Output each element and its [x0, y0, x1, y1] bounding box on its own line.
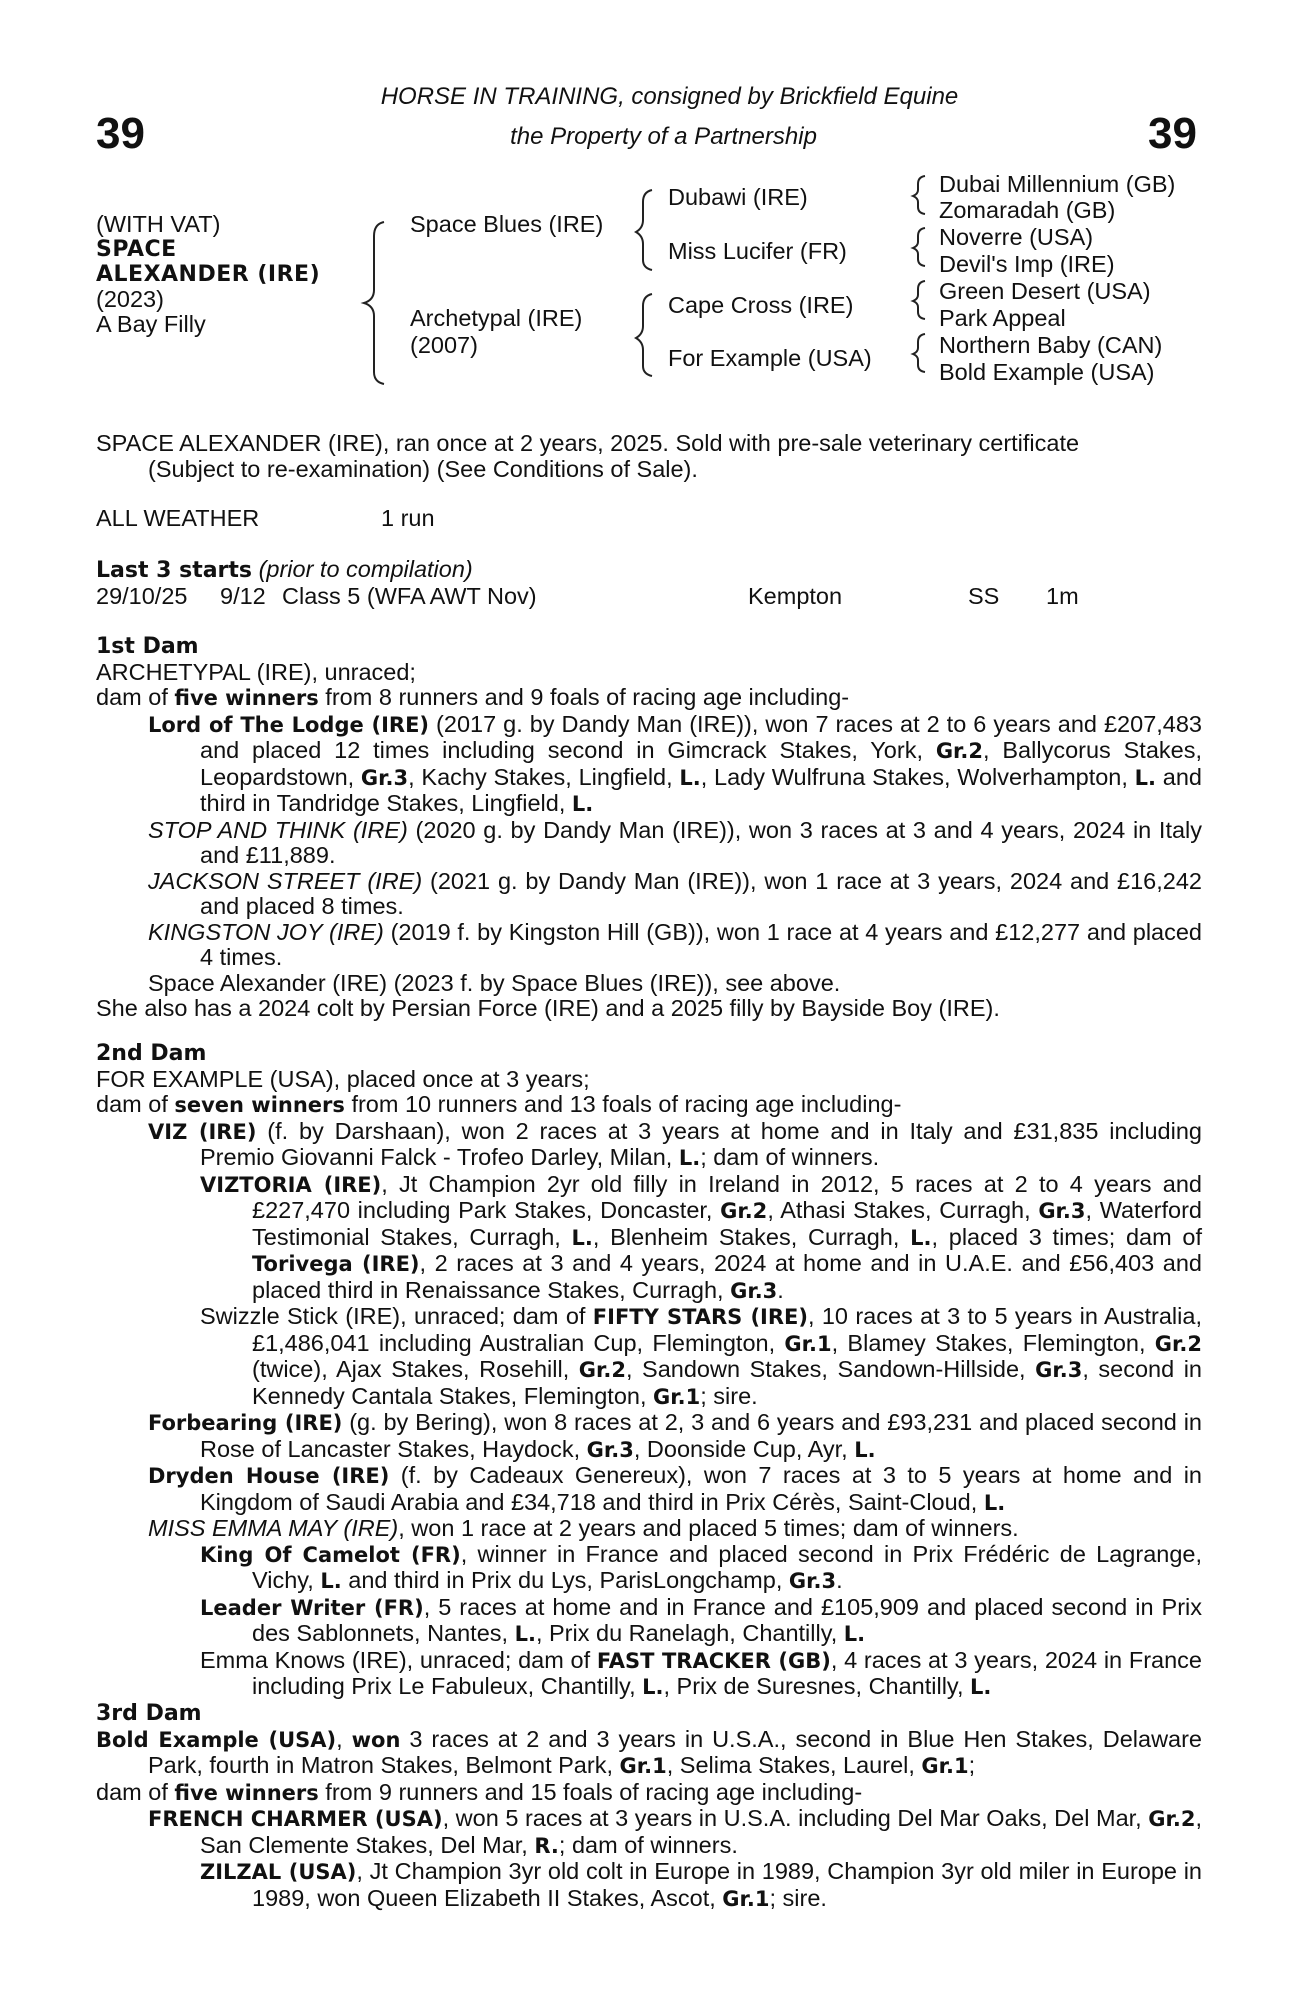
text: dam of [96, 684, 175, 710]
text: and third in Prix du Lys, ParisLongchamp, [341, 1567, 789, 1593]
dam-name: Bold Example (USA) [96, 1727, 337, 1752]
text: , Blenheim Stakes, Curragh, [592, 1223, 911, 1250]
second-dam-heading: 2nd Dam [96, 1041, 207, 1066]
ggp-8: Bold Example (USA) [939, 359, 1155, 385]
text: ; dam of winners. [558, 1831, 738, 1858]
grade: L. [843, 1622, 866, 1646]
winners-count: seven winners [174, 1093, 345, 1117]
grade: L. [571, 1225, 593, 1250]
text: from 9 runners and 15 foals of racing age including- [318, 1778, 863, 1805]
text: , Sandown Stakes, Sandown-Hillside, [625, 1356, 1036, 1382]
ggp-1: Dubai Millennium (GB) [939, 171, 1176, 197]
text: , won 5 races at 3 years in U.S.A. including Del Mar Oaks, Del Mar, [442, 1805, 1149, 1831]
winners-count: five winners [174, 1780, 319, 1805]
ggp-3: Noverre (USA) [939, 224, 1094, 250]
surface-label: ALL WEATHER [96, 505, 260, 531]
text: ; sire. [769, 1884, 827, 1911]
grade: Gr.1 [784, 1331, 832, 1356]
text: dam of [96, 1778, 175, 1805]
grade: L. [854, 1437, 876, 1462]
grade: R. [534, 1833, 559, 1858]
text: (2017 g. by Dandy Man (IRE)), won 7 races at 2 to 6 years and £207,483 and placed 12 times including second in Gimcrack Stakes, York, [200, 710, 1203, 763]
last-starts-title: Last 3 starts [96, 558, 253, 583]
text: , San Clemente Stakes, Del Mar, [200, 1805, 1202, 1858]
text: , won 1 race at 2 years and placed 5 times; dam of winners. [398, 1515, 1019, 1541]
text: (f. by Darshaan), won 2 races at 3 years at home and in Italy and £31,835 including Premio Giovanni Falck - Trofeo Darley, Milan, [200, 1117, 1202, 1170]
produce-name: FAST TRACKER (GB) [596, 1648, 831, 1673]
third-dam-section [96, 1701, 1202, 1912]
dam-year: (2007) [410, 332, 478, 358]
ggp-5: Green Desert (USA) [939, 278, 1151, 304]
text: ; [968, 1752, 976, 1778]
produce-entry [148, 1463, 1202, 1516]
grand-produce-entry [200, 1172, 1202, 1305]
grade: L. [642, 1675, 664, 1699]
text: and third in Tandridge Stakes, Lingfield, [200, 763, 1202, 816]
produce-name: Leader Writer (FR) [200, 1595, 424, 1620]
produce-entry [148, 712, 1202, 818]
text: , 10 races at 3 to 5 years in Australia, £1,486,041 including Australian Cup, Flemington, [252, 1303, 1202, 1356]
text: . [777, 1276, 784, 1303]
text: (2021 g. by Dandy Man (IRE)), won 1 race at 3 years, 2024 and £16,242 and placed 8 times. [200, 867, 1202, 919]
grade: L. [910, 1225, 932, 1250]
produce-name: FRENCH CHARMER (USA) [148, 1807, 443, 1831]
brace-ggp-4 [913, 334, 925, 372]
text: dam of [96, 1091, 175, 1117]
text: , Jt Champion 3yr old colt in Europe in 1989, Champion 3yr old miler in Europe in 1989, won Queen Elizabeth II Stakes, Ascot, [252, 1858, 1203, 1911]
ggp-4: Devil's Imp (IRE) [939, 251, 1115, 277]
grade: L. [571, 792, 594, 816]
grade: Gr.1 [722, 1886, 770, 1911]
produce-entry [148, 1119, 1202, 1172]
produce-name: ZILZAL (USA) [200, 1860, 357, 1884]
brace-ggp-3 [913, 281, 925, 319]
text: , winner in France and placed second in Prix Frédéric de Lagrange, Vichy, [252, 1540, 1202, 1593]
sire-sire: Dubawi (IRE) [668, 184, 808, 210]
grade: L. [983, 1490, 1006, 1515]
produce-entry [148, 818, 1202, 869]
horse-name-line2: ALEXANDER (IRE) [96, 262, 321, 287]
grand-produce-entry [200, 1595, 1202, 1648]
grade: Gr.3 [1038, 1199, 1086, 1223]
text: , Blamey Stakes, Flemington, [831, 1329, 1155, 1356]
dam: Archetypal (IRE) [410, 305, 583, 331]
brace-main [364, 222, 384, 384]
start-going: SS [968, 582, 1000, 609]
grade: L. [679, 765, 701, 790]
produce-entry [148, 1806, 1202, 1859]
summary-line1: SPACE ALEXANDER (IRE), ran once at 2 years, 2025. Sold with pre-sale veterinary certificate [96, 430, 1080, 456]
first-dam-footer: She also has a 2024 colt by Persian Force (IRE) and a 2025 filly by Bayside Boy (IRE). [96, 995, 1000, 1021]
grade: L. [320, 1569, 342, 1593]
sire: Space Blues (IRE) [410, 211, 604, 237]
start-row [96, 584, 1202, 610]
second-dam-intro: FOR EXAMPLE (USA), placed once at 3 years; [96, 1065, 590, 1092]
produce-name: Forbearing (IRE) [148, 1411, 343, 1435]
produce-entry [148, 1410, 1202, 1463]
text: , 4 races at 3 years, 2024 in France including Prix Le Fabuleux, Chantilly, [252, 1646, 1202, 1699]
grade: L. [970, 1675, 992, 1699]
grade: Gr.2 [578, 1358, 626, 1382]
text: , Ballycorus Stakes, Leopardstown, [200, 737, 1202, 790]
text: Emma Knows (IRE), unraced; dam of [200, 1646, 597, 1673]
grand-produce-entry [200, 1542, 1202, 1595]
first-dam-section [96, 634, 1202, 1022]
text: (twice), Ajax Stakes, Rosehill, [252, 1356, 579, 1382]
brace-dam [636, 294, 652, 376]
produce-entry: Space Alexander (IRE) (2023 f. by Space Blues (IRE)), see above. [148, 969, 841, 996]
text: , Doonside Cup, Ayr, [633, 1435, 855, 1462]
text: , Athasi Stakes, Curragh, [767, 1197, 1039, 1223]
horse-name-line1: SPACE [96, 237, 177, 262]
horse-year: (2023) [96, 286, 164, 312]
lot-number-left: 39 [96, 109, 145, 158]
summary-line2: (Subject to re-examination) (See Conditions of Sale). [148, 455, 698, 482]
text: (g. by Bering), won 8 races at 2, 3 and 6 years and £93,231 and placed second in Rose of Lancaster Stakes, Haydock, [200, 1409, 1202, 1462]
produce-name: Lord of The Lodge (IRE) [148, 712, 430, 737]
dam-sire: Cape Cross (IRE) [668, 292, 854, 318]
last-starts [96, 557, 1202, 609]
produce-entry [148, 869, 1202, 920]
grade: L. [678, 1146, 701, 1170]
text: (f. by Cadeaux Genereux), won 7 races at 3 to 5 years at home and in Kingdom of Saudi Arabia and £34,718 and third in Prix Cérès, Saint-Cloud, [200, 1462, 1202, 1515]
grade: Gr.3 [788, 1569, 837, 1593]
text: , [336, 1725, 352, 1752]
grade: Gr.3 [1035, 1358, 1083, 1382]
grade: Gr.2 [720, 1199, 768, 1223]
grade: Gr.2 [1148, 1807, 1196, 1831]
produce-name: Dryden House (IRE) [148, 1464, 390, 1488]
produce-name: FIFTY STARS (IRE) [592, 1305, 808, 1329]
brace-ggp-2 [913, 228, 925, 266]
consignor-heading: HORSE IN TRAINING, consigned by Brickfield Equine [380, 83, 959, 110]
produce-entry [148, 920, 1202, 971]
brace-ggp-1 [913, 176, 925, 214]
text: . [836, 1567, 843, 1593]
text: , Jt Champion 2yr old filly in Ireland in 2012, 5 races at 2 to 4 years and £227,470 including Park Stakes, Doncaster, [252, 1170, 1203, 1223]
produce-name: JACKSON STREET (IRE) [148, 867, 423, 894]
produce-entry [148, 1516, 1202, 1542]
grade: L. [514, 1622, 536, 1646]
won-label: won [351, 1727, 401, 1752]
text: ; sire. [700, 1382, 758, 1409]
text: , Kachy Stakes, Lingfield, [408, 763, 680, 790]
grade: Gr.2 [1154, 1331, 1202, 1356]
text: , placed 3 times; dam of [931, 1223, 1202, 1250]
ggp-2: Zomaradah (GB) [939, 197, 1116, 223]
first-dam-intro: ARCHETYPAL (IRE), unraced; [96, 658, 416, 685]
third-dam-intro [96, 1727, 1202, 1780]
produce-name: VIZTORIA (IRE) [200, 1172, 382, 1197]
text: from 8 runners and 9 foals of racing age including- [318, 684, 850, 710]
start-course: Kempton [748, 582, 843, 609]
grand-produce-entry [200, 1859, 1202, 1912]
ggp-6: Park Appeal [939, 305, 1066, 331]
text: ; dam of winners. [700, 1144, 880, 1170]
produce-name: VIZ (IRE) [148, 1119, 257, 1144]
grand-produce-entry [200, 1648, 1202, 1701]
grade: Gr.3 [586, 1437, 634, 1462]
race-summary [96, 431, 1202, 482]
horse-description: A Bay Filly [96, 311, 206, 337]
text: (2020 g. by Dandy Man (IRE)), won 3 races at 3 and 4 years, 2024 in Italy and £11,889. [200, 816, 1203, 868]
start-race: Class 5 (WFA AWT Nov) [282, 582, 537, 609]
first-dam-heading: 1st Dam [96, 634, 199, 659]
sire-dam: Miss Lucifer (FR) [668, 238, 847, 264]
brace-sire [636, 190, 652, 270]
text: 3 races at 2 and 3 years in U.S.A., second in Blue Hen Stakes, Delaware Park, fourth in Matron Stakes, Belmont Park, [148, 1725, 1202, 1778]
grade: Gr.3 [360, 765, 409, 790]
ggp-7: Northern Baby (CAN) [939, 332, 1163, 358]
vat-note: (WITH VAT) [96, 211, 221, 237]
third-dam-heading: 3rd Dam [96, 1701, 202, 1726]
dam-dam: For Example (USA) [668, 345, 872, 371]
grade: Gr.1 [619, 1754, 667, 1778]
produce-name: King Of Camelot (FR) [200, 1542, 461, 1567]
produce-name: MISS EMMA MAY (IRE) [148, 1515, 399, 1541]
grade: L. [1134, 765, 1157, 790]
winners-count: five winners [174, 686, 319, 710]
start-position: 9/12 [220, 582, 266, 609]
grade: Gr.1 [653, 1384, 701, 1409]
start-distance: 1m [1046, 582, 1079, 609]
text: , 5 races at home and in France and £105,909 and placed second in Prix des Sablonnets, Nantes, [252, 1593, 1202, 1646]
text: , second in Kennedy Cantala Stakes, Flemington, [252, 1356, 1202, 1409]
property-heading: the Property of a Partnership [510, 123, 817, 150]
grand-produce-entry [200, 1304, 1202, 1410]
text: Swizzle Stick (IRE), unraced; dam of [200, 1303, 593, 1329]
first-dam-produce-summary [96, 685, 1202, 712]
start-date: 29/10/25 [96, 582, 188, 609]
produce-name: KINGSTON JOY (IRE) [148, 918, 384, 945]
text: , 2 races at 3 and 4 years, 2024 at home and in U.A.E. and £56,403 and placed third in Renaissance Stakes, Curragh, [252, 1250, 1202, 1303]
text: , Prix du Ranelagh, Chantilly, [535, 1620, 844, 1646]
text: , Selima Stakes, Laurel, [666, 1752, 922, 1778]
lot-number-right: 39 [1148, 109, 1197, 158]
text: , Lady Wulfruna Stakes, Wolverhampton, [700, 763, 1135, 790]
text: (2019 f. by Kingston Hill (GB)), won 1 race at 4 years and £12,277 and placed 4 times. [200, 918, 1202, 970]
produce-name: STOP AND THINK (IRE) [148, 816, 408, 843]
grade: Gr.2 [935, 739, 984, 763]
second-dam-produce-summary [96, 1092, 1202, 1119]
last-starts-note: (prior to compilation) [258, 556, 473, 582]
second-dam-section [96, 1041, 1202, 1701]
produce-name: Torivega (IRE) [252, 1252, 420, 1276]
text: from 10 runners and 13 foals of racing age including- [344, 1091, 902, 1117]
grade: Gr.3 [730, 1278, 778, 1303]
third-dam-produce-summary [96, 1780, 1202, 1807]
text: , Prix de Suresnes, Chantilly, [663, 1673, 970, 1699]
grade: Gr.1 [921, 1754, 969, 1778]
surface-runs: 1 run [381, 505, 435, 531]
surface-record [96, 506, 1202, 532]
text: , Waterford Testimonial Stakes, Curragh, [252, 1197, 1203, 1250]
